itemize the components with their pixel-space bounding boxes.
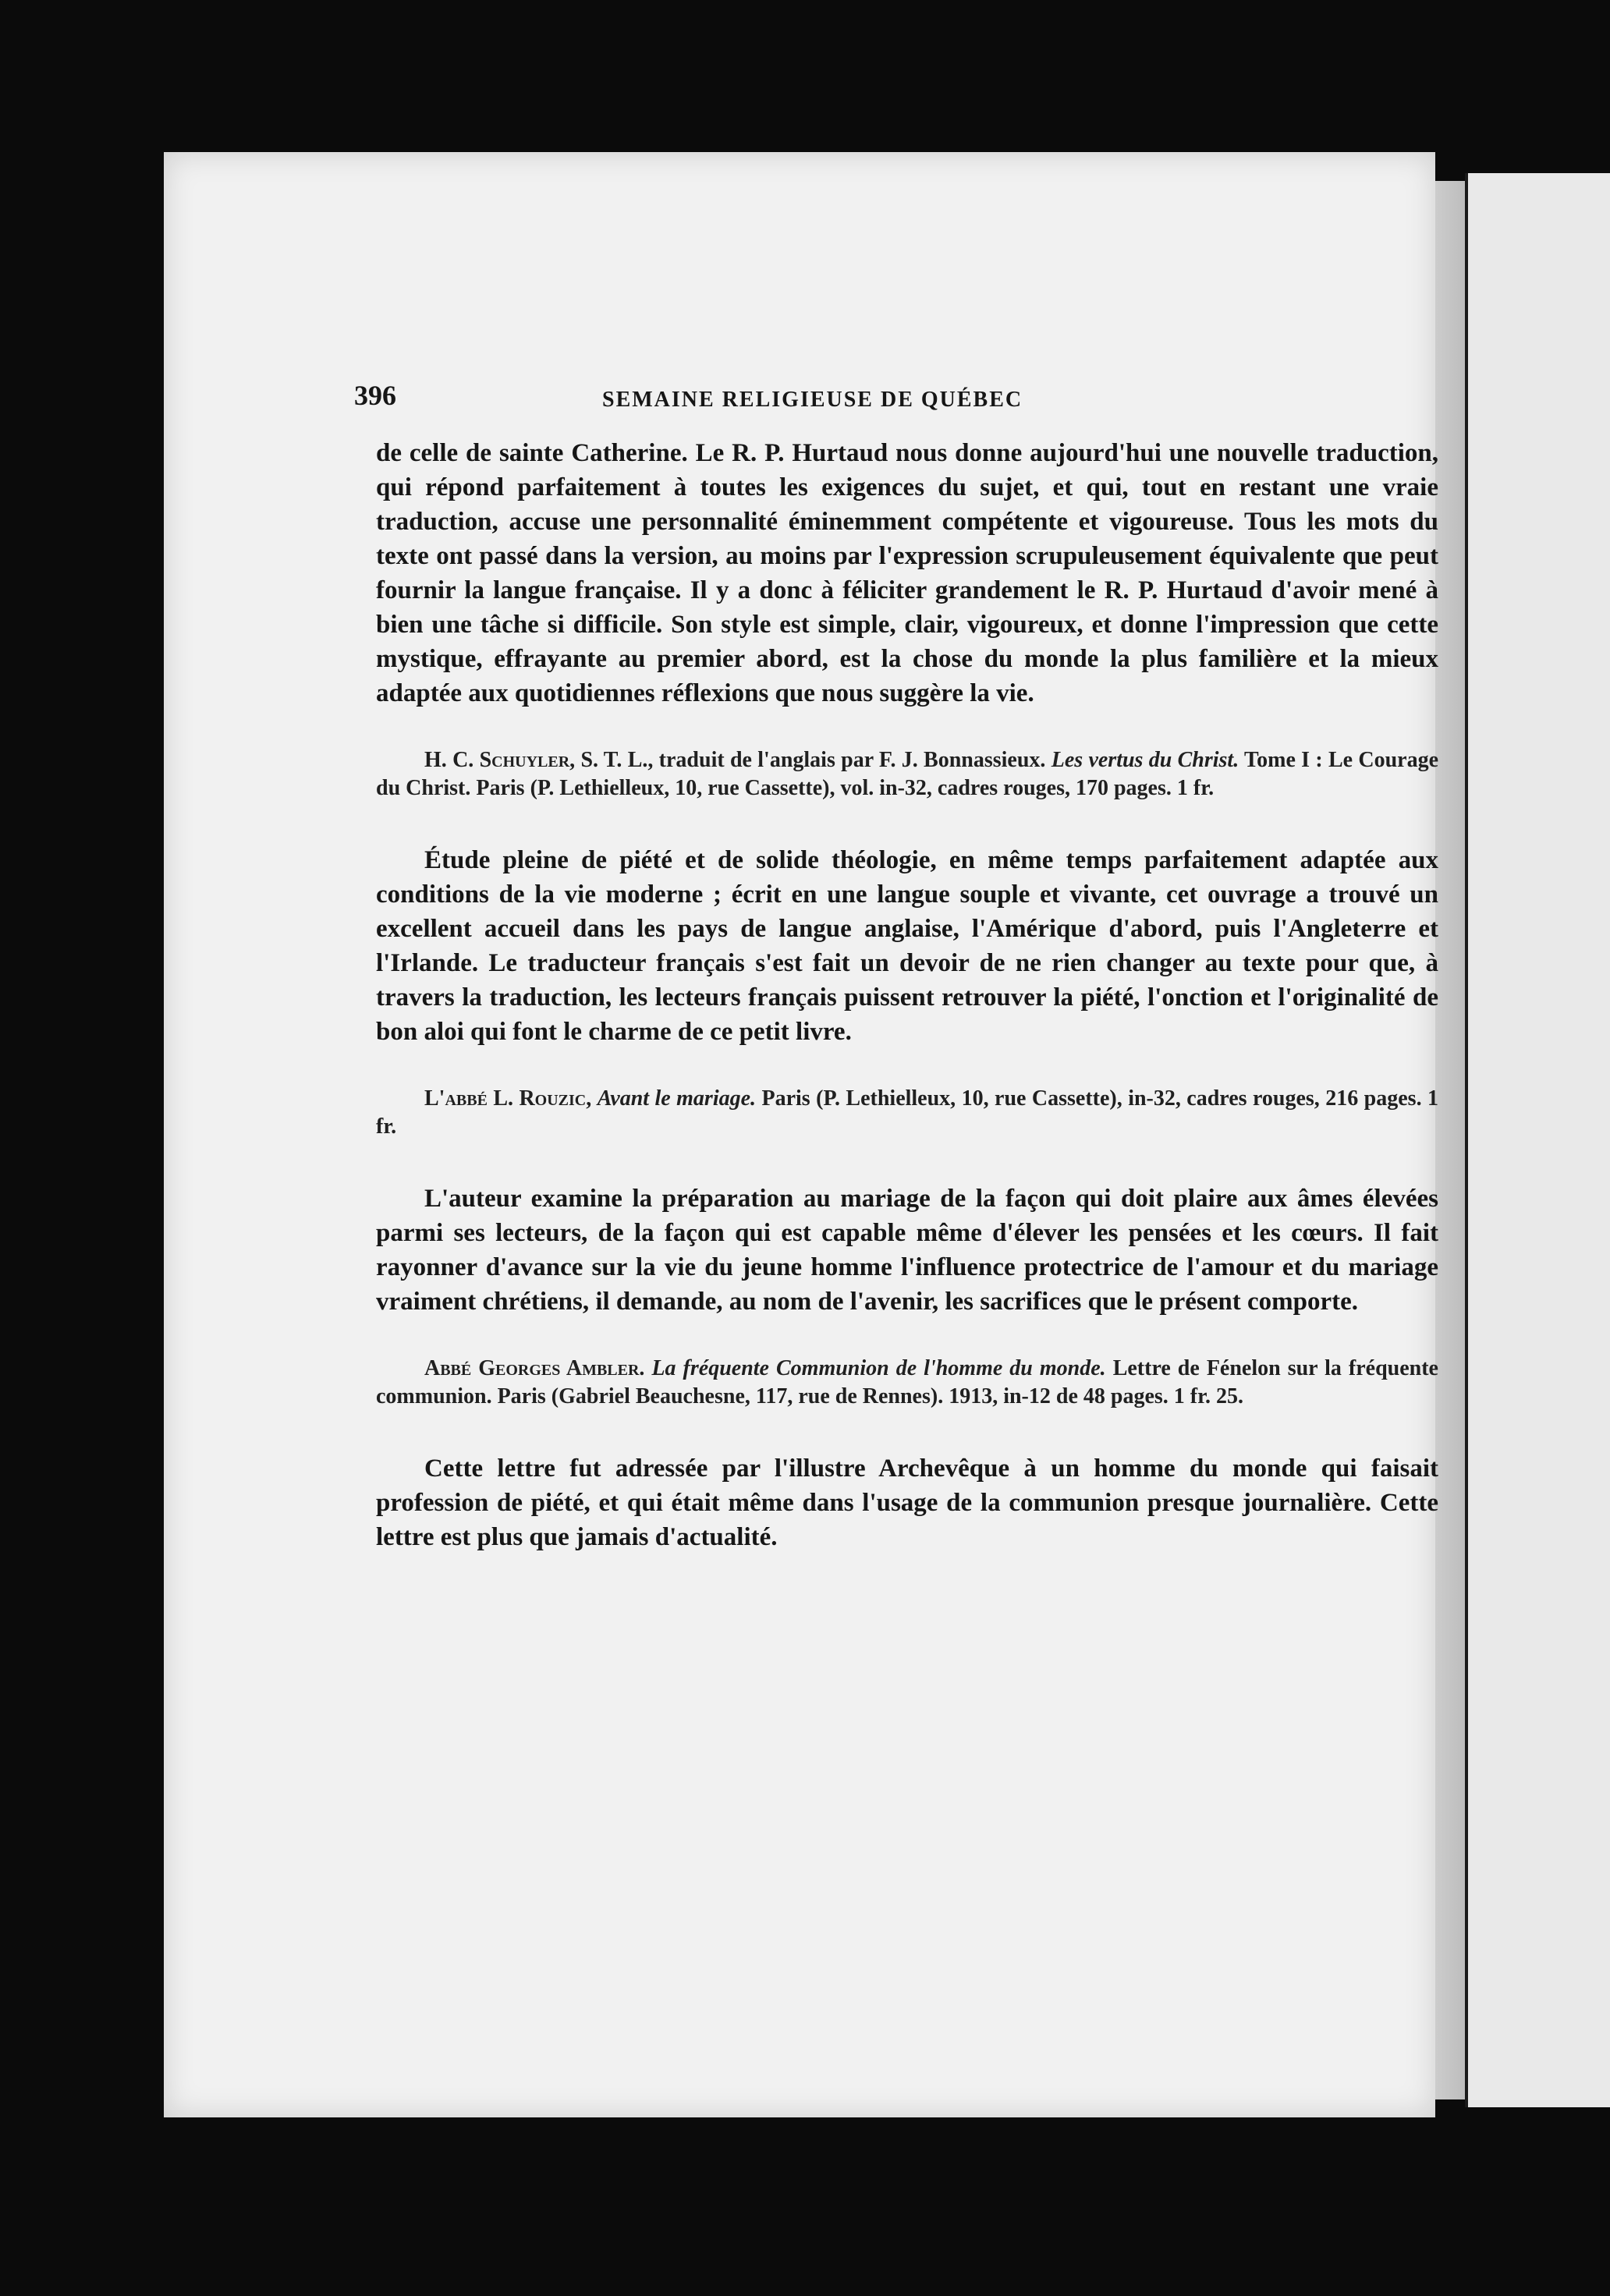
bibliographic-entry-3 [376,1355,1438,1411]
bibliographic-entry-2 [376,1085,1438,1141]
page-number: 396 [354,380,396,411]
journal-title: SEMAINE RELIGIEUSE DE QUÉBEC [602,388,1023,412]
biblio-author: Abbé Georges Ambler. [424,1356,645,1380]
biblio-author: H. C. Schuyler, S. T. L. [424,748,648,772]
paragraph-1: de celle de sainte Catherine. Le R. P. Hurtaud nous donne aujourd'hui une nouvelle traduction, qui répond parfaitement à toutes les exigences du sujet, et qui, tout en restant une vraie traduction, accuse une personnalité éminemment compétente et vigoureuse. Tous les mots du texte ont passé dans la version, au moins par l'expression scrupuleusement équivalente que peut fournir la langue française. Il y a donc à féliciter grandement le R. P. Hurtaud d'avoir mené à bien une tâche si difficile. Son style est simple, clair, vigoureux, et donne l'impression que cette mystique, effrayante au premier abord, est la chose du monde la plus familière et la mieux adaptée aux quotidiennes réflexions que nous suggère la vie. [376,439,1438,707]
scanned-page [164,152,1439,2117]
adjacent-page [1465,173,1610,2107]
biblio-translator: , traduit de l'anglais par F. J. Bonnassieux. [647,748,1046,772]
biblio-details: Tome I : Le Courage du Christ. Paris (P. Lethielleux, 10, rue Cassette), vol. in-32, cadres rouges, 170 pages. 1 fr. [376,748,1439,800]
paragraph-4: Cette lettre fut adressée par l'illustre Archevêque à un homme du monde qui faisait profession de piété, et qui était même dans l'usage de la communion presque journalière. Cette lettre est plus que jamais d'actualité. [376,1454,1438,1551]
paragraph-2: Étude pleine de piété et de solide théologie, en même temps parfaitement adaptée aux conditions de la vie moderne ; écrit en une langue souple et vivante, cet ouvrage a trouvé un excellent accueil dans les pays de langue anglaise, l'Amérique d'abord, puis l'Angleterre et l'Irlande. Le traducteur français s'est fait un devoir de ne rien changer au texte pour que, à travers la traduction, les lecteurs français puissent retrouver la piété, l'onction et l'originalité de bon aloi qui font le charme de ce petit livre. [376,846,1438,1046]
biblio-details: Paris (P. Lethielleux, 10, rue Cassette), in-32, cadres rouges, 216 pages. 1 fr. [376,1086,1439,1139]
biblio-title: Avant le mariage. [597,1086,757,1111]
biblio-details: Lettre de Fénelon sur la fréquente communion. Paris (Gabriel Beauchesne, 117, rue de Rennes). 1913, in-12 de 48 pages. 1 fr. 25. [376,1356,1438,1408]
page-content [354,378,1439,1554]
running-head [354,378,1438,425]
biblio-author: L'abbé L. Rouzic, [424,1086,592,1111]
bibliographic-entry-1 [376,746,1438,803]
paragraph-3: L'auteur examine la préparation au mariage de la façon qui doit plaire aux âmes élevées parmi ses lecteurs, de la façon qui est capable même d'élever les pensées et les cœurs. Il fait rayonner d'avance sur la vie du jeune homme l'influence protectrice de l'amour et du mariage vraiment chrétiens, il demande, au nom de l'avenir, les sacrifices que le présent comporte. [376,1185,1438,1316]
biblio-title: La fréquente Communion de l'homme du monde. [651,1356,1106,1380]
biblio-title: Les vertus du Christ. [1051,748,1239,772]
